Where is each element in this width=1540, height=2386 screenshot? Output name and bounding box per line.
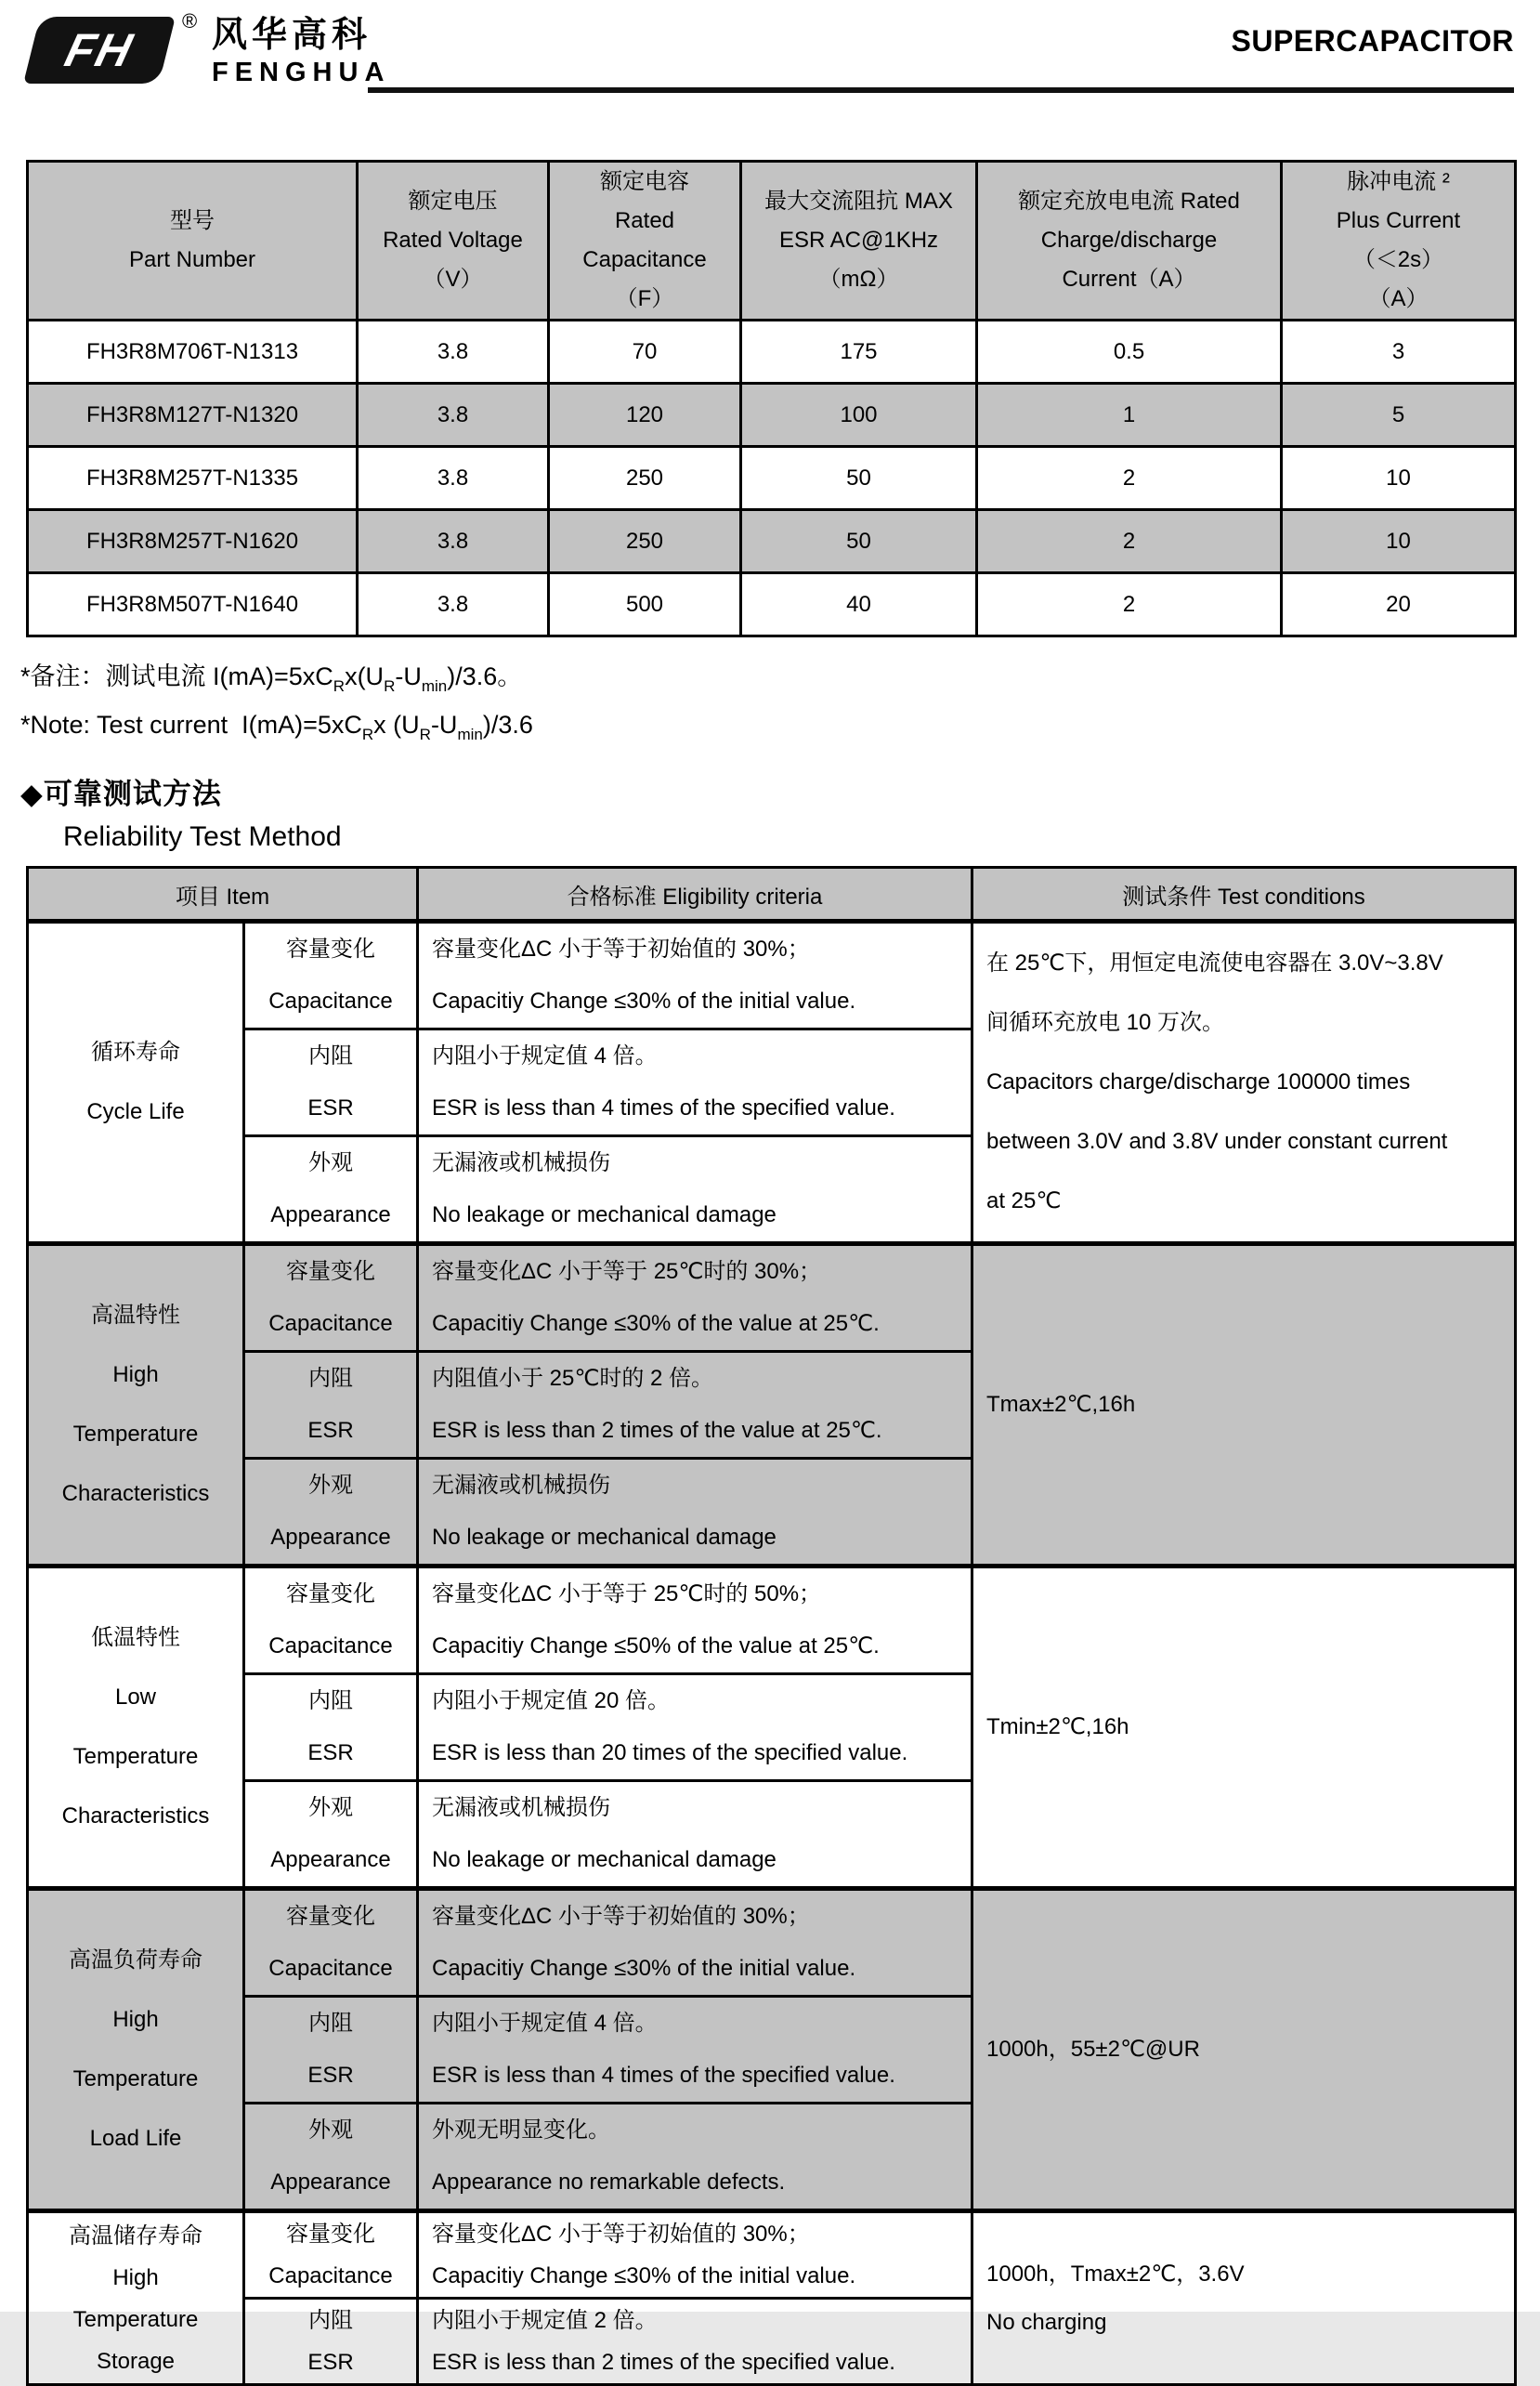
spec-cell: 100	[741, 384, 977, 447]
reliability-row	[28, 922, 1516, 1029]
spec-table-row	[28, 321, 1516, 384]
section-title-cn: ◆可靠测试方法	[20, 778, 222, 810]
test-item-cell	[28, 1244, 244, 1567]
conditions-cell	[972, 2211, 1516, 2385]
text-line: 外观无明显变化。	[432, 2117, 610, 2143]
text-line: Characteristics	[61, 1481, 210, 1506]
text-line: Temperature	[72, 1422, 199, 1447]
subscript: R	[384, 677, 396, 695]
text-line: Appearance	[270, 1525, 391, 1550]
conditions-cell	[972, 1567, 1516, 1889]
text-line: 内阻小于规定值 2 倍。	[432, 2308, 658, 2333]
text-line: High	[112, 2264, 159, 2290]
spec-header-rated-voltage	[358, 162, 549, 321]
text-line: 1000h，55±2℃@UR	[986, 2037, 1200, 2062]
text-line: Temperature	[72, 2066, 199, 2091]
section-high-temperature	[28, 1244, 1516, 1567]
text-line: 间循环充放电 10 万次。	[986, 1010, 1225, 1035]
text-line: Capacitors charge/discharge 100000 times	[986, 1069, 1411, 1095]
text-line: ESR is less than 2 times of the specified value.	[432, 2350, 895, 2375]
page-header	[26, 9, 1514, 98]
criteria-cell	[418, 1997, 972, 2104]
reliability-table	[26, 866, 1517, 2386]
text-line: 型号	[170, 208, 215, 233]
criteria-cell	[418, 1567, 972, 1674]
spec-cell: 70	[549, 321, 741, 384]
text-line: Capacitance	[268, 1956, 393, 1981]
text-line: 内阻小于规定值 20 倍。	[432, 1688, 671, 1713]
text-line: Rated	[614, 208, 675, 233]
text-line: 容量变化ΔC 小于等于 25℃时的 30%；	[432, 1259, 822, 1284]
text-line: Tmin±2℃,16h	[986, 1714, 1129, 1739]
text-line: 外观	[308, 1473, 353, 1498]
text-line: 容量变化ΔC 小于等于 25℃时的 50%；	[432, 1581, 822, 1606]
criteria-cell	[418, 1029, 972, 1136]
text-segment: *Note: Test current I(mA)=5xC	[20, 711, 362, 739]
company-name-en: FENGHUA	[212, 58, 391, 87]
spec-header-charge-discharge-current	[977, 162, 1282, 321]
spec-header-part-number	[28, 162, 358, 321]
criteria-cell	[418, 2299, 972, 2385]
criteria-cell	[418, 922, 972, 1029]
spec-cell: 250	[549, 447, 741, 510]
text-line: 额定电容	[600, 169, 689, 194]
text-line: 高温储存寿命	[69, 2222, 202, 2248]
text-line: 内阻	[308, 1043, 353, 1068]
text-line: ESR is less than 4 times of the specified value.	[432, 1095, 895, 1121]
text-line: （A）	[1368, 286, 1429, 311]
conditions-cell	[972, 922, 1516, 1244]
text-segment: *备注：测试电流 I(mA)=5xC	[20, 662, 333, 690]
subscript: min	[421, 677, 448, 695]
test-parameter-cell	[244, 1459, 418, 1567]
text-line: ESR	[307, 2063, 354, 2088]
text-line: 外观	[308, 1150, 353, 1175]
test-parameter-cell	[244, 1889, 418, 1997]
text-line: at 25℃	[986, 1188, 1062, 1213]
test-parameter-cell	[244, 1781, 418, 1889]
company-name-cn: 风华高科	[212, 16, 372, 55]
text-line: 内阻	[308, 2011, 353, 2036]
text-line: 低温特性	[91, 1625, 180, 1650]
test-item-cell	[28, 1889, 244, 2211]
text-line: ESR is less than 2 times of the value at 25℃.	[432, 1418, 882, 1443]
text-line: 内阻值小于 25℃时的 2 倍。	[432, 1366, 713, 1391]
spec-cell: 3.8	[358, 510, 549, 573]
text-line: Capacitiy Change ≤50% of the value at 25℃.	[432, 1633, 880, 1658]
spec-cell: 3.8	[358, 384, 549, 447]
text-segment: )/3.6。	[447, 662, 523, 690]
spec-header-max-esr	[741, 162, 977, 321]
text-segment: -U	[395, 662, 422, 690]
text-line: No charging	[986, 2309, 1107, 2335]
text-segment: x(U	[345, 662, 385, 690]
fenghua-logo-icon	[23, 17, 176, 84]
conditions-cell	[972, 1889, 1516, 2211]
text-line: （V）	[423, 267, 483, 292]
spec-cell: 3.8	[358, 447, 549, 510]
page-title: SUPERCAPACITOR	[1231, 24, 1514, 58]
text-line: Rated Voltage	[383, 228, 523, 253]
text-line: Capacitiy Change ≤30% of the initial value.	[432, 1956, 856, 1981]
spec-cell: 250	[549, 510, 741, 573]
note-cn	[20, 656, 1514, 696]
text-line: 无漏液或机械损伤	[432, 1150, 610, 1175]
text-line: 容量变化	[286, 1581, 375, 1606]
test-item-cell	[28, 2211, 244, 2385]
rel-header-item: 项目 Item	[28, 868, 418, 922]
spec-table-row	[28, 447, 1516, 510]
spec-cell-part-number: FH3R8M127T-N1320	[28, 384, 358, 447]
text-line: Capacitiy Change ≤30% of the initial value.	[432, 989, 856, 1014]
criteria-cell	[418, 1244, 972, 1352]
text-line: 内阻小于规定值 4 倍。	[432, 2011, 658, 2036]
text-line: （mΩ）	[818, 267, 899, 292]
spec-cell: 120	[549, 384, 741, 447]
test-parameter-cell	[244, 922, 418, 1029]
spec-cell: 3.8	[358, 321, 549, 384]
text-line: 容量变化	[286, 1259, 375, 1284]
subscript: R	[333, 677, 346, 695]
reliability-row	[28, 1567, 1516, 1674]
text-line: ESR	[307, 2350, 354, 2375]
text-line: ESR AC@1KHz	[778, 228, 939, 253]
text-line: High	[112, 2007, 159, 2032]
text-line: Capacitance	[582, 247, 707, 272]
criteria-cell	[418, 2211, 972, 2299]
spec-cell: 5	[1282, 384, 1516, 447]
spec-cell: 20	[1282, 573, 1516, 636]
text-line: ESR	[307, 1740, 354, 1765]
criteria-cell	[418, 1459, 972, 1567]
criteria-cell	[418, 1889, 972, 1997]
text-line: No leakage or mechanical damage	[432, 1525, 777, 1550]
text-line: 高温负荷寿命	[69, 1947, 202, 1973]
text-line: Part Number	[128, 247, 256, 272]
text-line: Temperature	[72, 1744, 199, 1769]
criteria-cell	[418, 2104, 972, 2211]
text-line: Plus Current	[1336, 208, 1461, 233]
spec-cell-part-number: FH3R8M507T-N1640	[28, 573, 358, 636]
test-parameter-cell	[244, 2104, 418, 2211]
spec-table-row	[28, 510, 1516, 573]
text-line: Charge/discharge	[1040, 228, 1218, 253]
rel-header-conditions: 测试条件 Test conditions	[972, 868, 1516, 922]
spec-cell: 2	[977, 573, 1282, 636]
text-line: Appearance	[270, 2170, 391, 2195]
reliability-row	[28, 1244, 1516, 1352]
text-line: 容量变化	[286, 937, 375, 962]
text-segment: )/3.6	[482, 711, 533, 739]
registered-trademark-icon: ®	[182, 9, 198, 33]
subscript: min	[457, 726, 483, 743]
spec-cell-part-number: FH3R8M257T-N1335	[28, 447, 358, 510]
test-item-cell	[28, 922, 244, 1244]
logo-mark-wrap	[26, 9, 212, 84]
text-line: Capacitance	[268, 2263, 393, 2288]
test-parameter-cell	[244, 1997, 418, 2104]
criteria-cell	[418, 1781, 972, 1889]
spec-table	[26, 160, 1517, 637]
text-line: 容量变化ΔC 小于等于初始值的 30%；	[432, 1904, 810, 1929]
spec-cell: 3.8	[358, 573, 549, 636]
text-line: 容量变化ΔC 小于等于初始值的 30%；	[432, 2222, 810, 2247]
text-line: ESR is less than 4 times of the specified value.	[432, 2063, 895, 2088]
spec-header-pulse-current	[1282, 162, 1516, 321]
text-line: No leakage or mechanical damage	[432, 1847, 777, 1872]
text-line: Load Life	[89, 2126, 182, 2151]
test-item-cell	[28, 1567, 244, 1889]
note-en	[20, 711, 1514, 744]
test-parameter-cell	[244, 1352, 418, 1459]
text-line: 1000h，Tmax±2℃，3.6V	[986, 2261, 1245, 2287]
text-line: ESR	[307, 1418, 354, 1443]
text-line: No leakage or mechanical damage	[432, 1202, 777, 1227]
text-line: Appearance	[270, 1847, 391, 1872]
spec-header-rated-capacitance	[549, 162, 741, 321]
text-line: 脉冲电流 ²	[1347, 169, 1450, 194]
text-line: between 3.0V and 3.8V under constant current	[986, 1129, 1448, 1154]
test-parameter-cell	[244, 1136, 418, 1244]
text-line: （F）	[615, 286, 674, 311]
text-line: 外观	[308, 1795, 353, 1820]
section-load-life	[28, 1889, 1516, 2211]
text-line: Storage	[96, 2348, 176, 2374]
text-line: 额定电压	[408, 189, 498, 214]
reliability-row	[28, 2211, 1516, 2299]
spec-cell: 50	[741, 510, 977, 573]
test-parameter-cell	[244, 1674, 418, 1781]
text-line: Temperature	[72, 2306, 199, 2332]
text-line: Capacitiy Change ≤30% of the initial value.	[432, 2263, 856, 2288]
text-line: （＜2s）	[1352, 247, 1444, 272]
spec-table-row	[28, 573, 1516, 636]
text-line: ESR is less than 20 times of the specified value.	[432, 1740, 908, 1765]
test-parameter-cell	[244, 1567, 418, 1674]
spec-cell-part-number: FH3R8M257T-N1620	[28, 510, 358, 573]
spec-cell: 1	[977, 384, 1282, 447]
spec-cell: 10	[1282, 510, 1516, 573]
text-line: Characteristics	[61, 1803, 210, 1829]
text-segment: -U	[430, 711, 458, 739]
spec-cell: 10	[1282, 447, 1516, 510]
subscript: R	[419, 726, 431, 743]
section-low-temperature	[28, 1567, 1516, 1889]
text-line: 最大交流阻抗 MAX	[764, 189, 953, 214]
text-line: 外观	[308, 2117, 353, 2143]
text-line: Appearance	[270, 1202, 391, 1227]
spec-table-row	[28, 384, 1516, 447]
text-line: 内阻	[308, 1688, 353, 1713]
spec-cell: 175	[741, 321, 977, 384]
text-segment: x (U	[373, 711, 420, 739]
text-line: 在 25℃下，用恒定电流使电容器在 3.0V~3.8V	[986, 950, 1443, 976]
logo-monogram: FH	[59, 24, 139, 76]
spec-table-header-row	[28, 162, 1516, 321]
criteria-cell	[418, 1136, 972, 1244]
text-line: 额定充放电电流 Rated	[1018, 189, 1240, 214]
section-cycle-life	[28, 922, 1516, 1244]
text-line: 无漏液或机械损伤	[432, 1795, 610, 1820]
text-line: 内阻	[308, 2308, 353, 2333]
test-parameter-cell	[244, 2211, 418, 2299]
text-line: 高温特性	[91, 1303, 180, 1328]
text-line: Cycle Life	[86, 1099, 185, 1124]
rel-header-criteria: 合格标准 Eligibility criteria	[418, 868, 972, 922]
logo-text	[212, 15, 390, 89]
test-parameter-cell	[244, 1244, 418, 1352]
section-storage	[28, 2211, 1516, 2385]
criteria-cell	[418, 1352, 972, 1459]
reliability-header-row	[28, 868, 1516, 922]
subscript: R	[361, 726, 374, 743]
test-parameter-cell	[244, 1029, 418, 1136]
spec-cell: 50	[741, 447, 977, 510]
text-line: High	[112, 1362, 159, 1387]
header-divider	[368, 87, 1514, 93]
spec-cell: 40	[741, 573, 977, 636]
text-line: 无漏液或机械损伤	[432, 1473, 610, 1498]
reliability-row	[28, 1889, 1516, 1997]
spec-cell: 500	[549, 573, 741, 636]
text-line: 循环寿命	[91, 1040, 180, 1065]
spec-cell: 2	[977, 447, 1282, 510]
text-line: 内阻	[308, 1366, 353, 1391]
spec-cell: 2	[977, 510, 1282, 573]
criteria-cell	[418, 1674, 972, 1781]
text-line: Capacitance	[268, 1311, 393, 1336]
text-line: Capacitiy Change ≤30% of the value at 25℃.	[432, 1311, 880, 1336]
text-line: 容量变化	[286, 2222, 375, 2247]
spec-cell: 3	[1282, 321, 1516, 384]
test-parameter-cell	[244, 2299, 418, 2385]
conditions-cell	[972, 1244, 1516, 1567]
spec-cell: 0.5	[977, 321, 1282, 384]
text-line: Tmax±2℃,16h	[986, 1392, 1136, 1417]
text-line: Low	[114, 1685, 157, 1710]
text-line: 容量变化ΔC 小于等于初始值的 30%；	[432, 937, 810, 962]
text-line: 内阻小于规定值 4 倍。	[432, 1043, 658, 1068]
spec-cell-part-number: FH3R8M706T-N1313	[28, 321, 358, 384]
text-line: Appearance no remarkable defects.	[432, 2170, 786, 2195]
text-line: Capacitance	[268, 1633, 393, 1658]
text-line: 容量变化	[286, 1904, 375, 1929]
text-line: Current（A）	[1062, 267, 1196, 292]
text-line: Capacitance	[268, 989, 393, 1014]
text-line: ESR	[307, 1095, 354, 1121]
section-title-en: Reliability Test Method	[63, 821, 342, 852]
